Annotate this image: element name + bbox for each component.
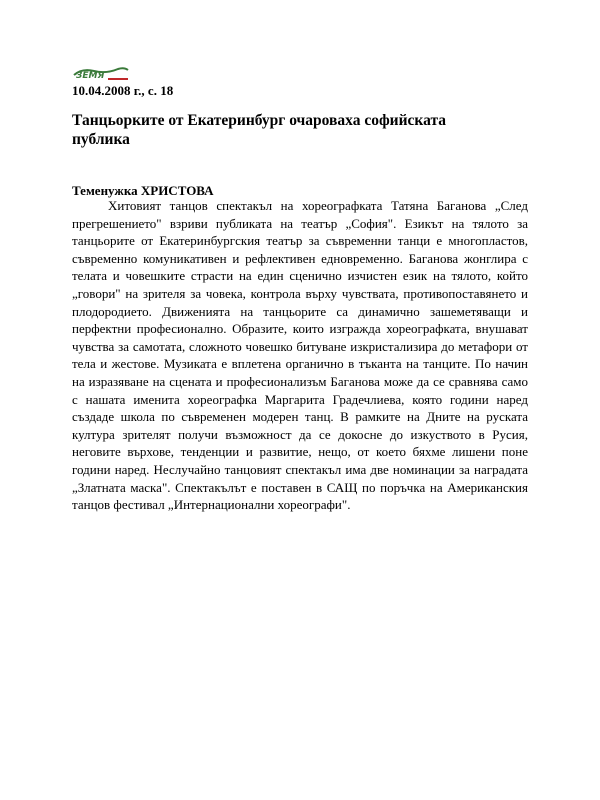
publication-date: 10.04.2008 г., с. 18	[72, 83, 174, 98]
newspaper-logo	[72, 66, 130, 82]
article-author: Теменужка ХРИСТОВА	[72, 183, 214, 198]
article-headline: Танцьорките от Екатеринбург очароваха софийската публика	[72, 112, 447, 148]
svg-text:ЗЕМЯ: ЗЕМЯ	[76, 71, 105, 81]
zemia-logo-icon	[72, 66, 130, 82]
article-body: Хитовият танцов спектакъл на хореографката Татяна Баганова „След прегрешението" взриви публиката на театър „София". Езикът на тялото за танцьорите от Екатеринбургския театър за съвременни танци е многопластов, съвременно комуникативен и рефлективен едновременно. Баганова жонглира с телата и човешките страсти на един сценично изчистен език на тялото, който „говори" на зрителя за човека, контрола върху чувствата, противопоставянето и плодородието. Движенията на танцьорите са динамично зашеметяващи и перфектни професионално. Образите, които изгражда хореографката, внушават чувства за самотата, сложното човешко битуване изкристализира до метафори от тела и жестове. Музиката е вплетена органично в тъканта на танците. По начин на изразяване на сцената и професионализъм Баганова може да се сравнява само с нашата именита хореографка Маргарита Градечлиева, която години наред създаде школа по съвременен модерен танц. В рамките на Дните на руската култура зрителят получи възможност да се докосне до изкуството в Русия, неговите върхове, тенденции и развитие, нещо, от което бяхме лишени поне години наред. Неслучайно танцовият спектакъл има две номинации за наградата „Златната маска". Спектакълът е поставен в САЩ по поръчка на Американския танцов фестивал „Интернационални хореографи".	[72, 198, 528, 513]
